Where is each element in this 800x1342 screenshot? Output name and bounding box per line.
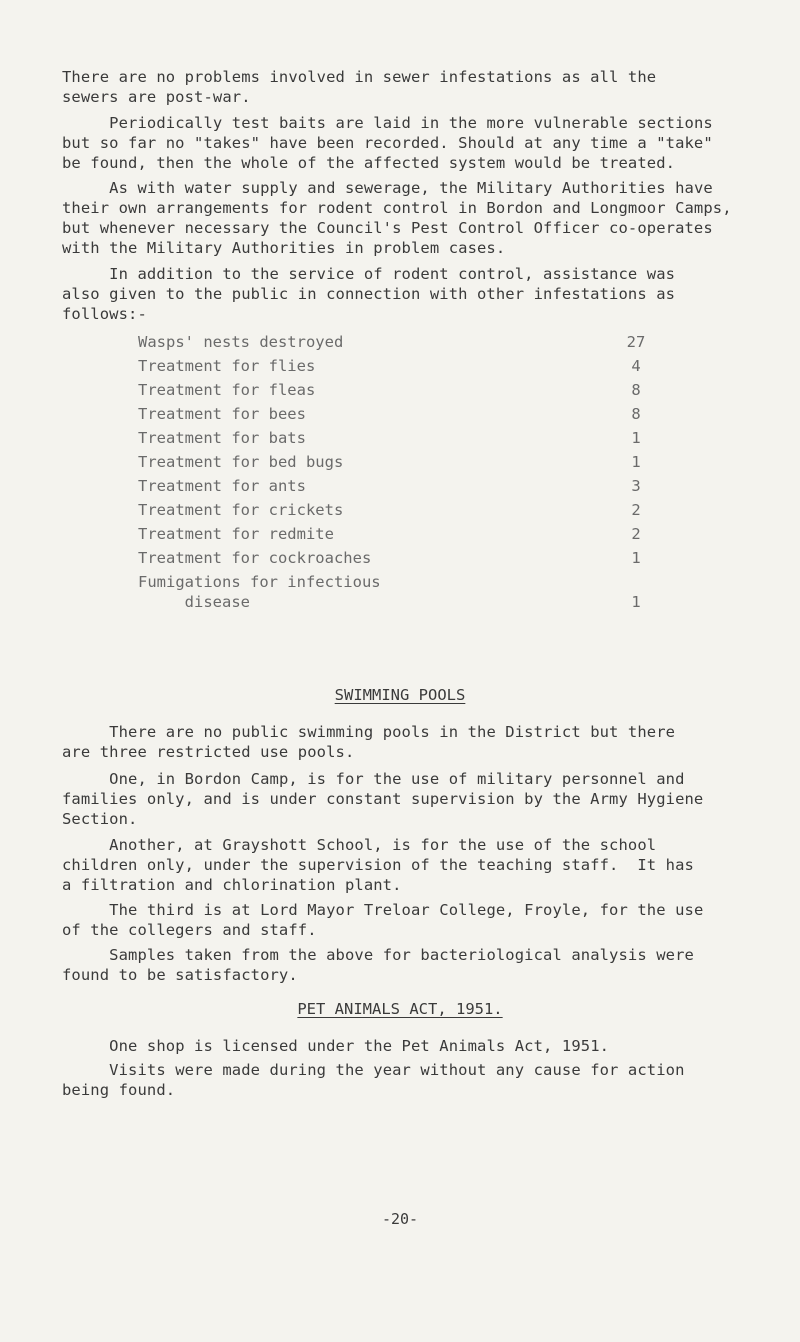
pet-animals-heading: PET ANIMALS ACT, 1951. [297,1000,503,1018]
row-value: 1 [631,593,641,611]
row-value: 27 [626,333,646,351]
paragraph-other-infestations: In addition to the service of rodent control, assistance was also given to the public in connection with other infestations as follows:- [62,265,676,323]
row-label: Treatment for bed bugs [138,453,344,471]
table-row [138,380,658,400]
table-row [138,476,658,496]
row-value: 8 [631,405,641,423]
swimming-pools-heading: SWIMMING POOLS [334,686,466,704]
paragraph-grayshott-pool: Another, at Grayshott School, is for the use of the school children only, under the supervision of the teaching staff. It has a filtration and chlorination plant. [62,836,694,894]
page-number: -20- [381,1210,419,1228]
table-row [138,500,658,520]
paragraph-sewer-infestations: There are no problems involved in sewer infestations as all the sewers are post-war. [62,68,657,106]
table-row [138,452,658,472]
table-row [138,428,658,448]
paragraph-military-authorities: As with water supply and sewerage, the Military Authorities have their own arrangements for rodent control in Bordon and Longmoor Camps, but whenever necessary the Council's Pest Control Officer co-operates with the Military Authorities in problem cases. [62,179,732,257]
row-value: 1 [631,549,641,567]
table-row [138,524,658,544]
row-label: Fumigations for infectious disease [138,573,381,611]
paragraph-swimming-intro: There are no public swimming pools in the District but there are three restricted use pools. [62,723,676,761]
table-row [138,548,658,568]
row-value: 4 [631,357,641,375]
paragraph-treloar-pool: The third is at Lord Mayor Treloar College, Froyle, for the use of the collegers and staff. [62,901,704,939]
row-label: Treatment for cockroaches [138,549,372,567]
row-value: 3 [631,477,641,495]
table-row [138,356,658,376]
row-value: 2 [631,501,641,519]
row-label: Treatment for fleas [138,381,316,399]
table-row [138,572,658,612]
paragraph-test-baits: Periodically test baits are laid in the more vulnerable sections but so far no "takes" have been recorded. Should at any time a "take" be found, then the whole of the affected system would be treated. [62,114,713,172]
row-value: 1 [631,453,641,471]
paragraph-pet-visits: Visits were made during the year without any cause for action being found. [62,1061,685,1099]
row-label: Treatment for redmite [138,525,334,543]
table-row [138,332,658,352]
table-row [138,404,658,424]
row-label: Treatment for bees [138,405,306,423]
paragraph-pet-shop: One shop is licensed under the Pet Animals Act, 1951. [62,1037,610,1055]
row-value: 1 [631,429,641,447]
paragraph-bordon-camp-pool: One, in Bordon Camp, is for the use of military personnel and families only, and is under constant supervision by the Army Hygiene Section. [62,770,704,828]
row-label: Treatment for flies [138,357,316,375]
row-label: Wasps' nests destroyed [138,333,344,351]
row-value: 2 [631,525,641,543]
paragraph-samples: Samples taken from the above for bacteriological analysis were found to be satisfactory. [62,946,694,984]
row-label: Treatment for bats [138,429,306,447]
row-label: Treatment for ants [138,477,306,495]
row-label: Treatment for crickets [138,501,344,519]
row-value: 8 [631,381,641,399]
